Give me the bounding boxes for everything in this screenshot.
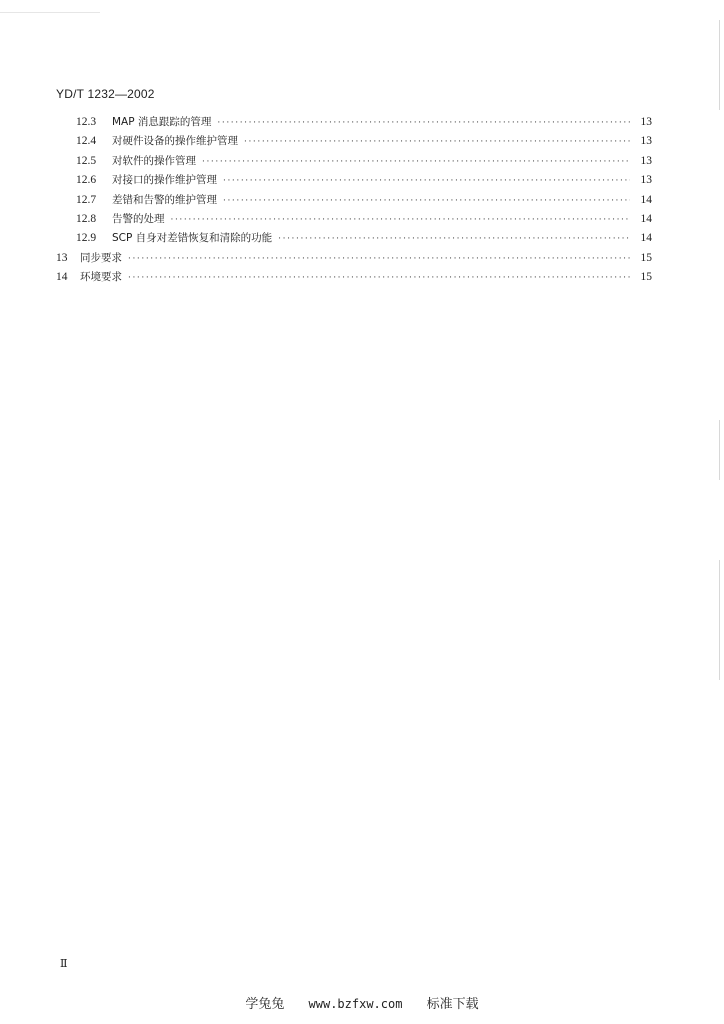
toc-entry-number: 13 — [56, 251, 68, 264]
toc-leader-dots — [244, 133, 630, 152]
page-number: Ⅱ — [60, 958, 68, 970]
table-of-contents — [56, 113, 652, 288]
toc-entry-title: 差错和告警的维护管理 — [112, 193, 217, 206]
toc-entry[interactable] — [56, 171, 652, 190]
toc-entry-page: 13 — [640, 174, 652, 187]
watermark-site-name: 学兔兔 — [245, 997, 285, 1012]
toc-entry[interactable] — [56, 191, 652, 210]
toc-leader-dots — [128, 250, 630, 269]
watermark-slogan: 标准下载 — [426, 997, 479, 1012]
toc-entry-page: 14 — [640, 232, 652, 245]
toc-leader-dots — [171, 211, 631, 230]
toc-entry-page: 14 — [640, 212, 652, 225]
toc-entry-title: SCP 自身对差错恢复和清除的功能 — [112, 232, 273, 245]
toc-entry-title: 同步要求 — [80, 251, 122, 264]
toc-entry-title: MAP 消息跟踪的管理 — [112, 116, 212, 128]
toc-entry-number: 12.4 — [76, 135, 97, 148]
toc-leader-dots — [223, 192, 630, 211]
toc-entry-number: 12.9 — [76, 232, 97, 245]
toc-entry-title: 告警的处理 — [112, 212, 165, 225]
toc-entry[interactable] — [56, 210, 652, 229]
footer-watermark — [0, 993, 724, 1012]
standard-code-header: YD/T 1232—2002 — [56, 87, 155, 101]
toc-entry-title: 对软件的操作管理 — [112, 154, 196, 167]
scan-edge-mark — [719, 20, 720, 110]
toc-entry-number: 12.6 — [76, 174, 97, 187]
toc-entry-title: 对硬件设备的操作维护管理 — [112, 135, 238, 148]
top-scan-line — [0, 12, 100, 13]
toc-entry[interactable] — [56, 268, 652, 287]
toc-entry[interactable] — [56, 249, 652, 268]
toc-leader-dots — [202, 153, 630, 172]
toc-entry-title: 对接口的操作维护管理 — [112, 174, 217, 187]
scan-edge-mark — [719, 420, 720, 480]
toc-entry-number: 12.8 — [76, 212, 97, 225]
toc-entry-title: 环境要求 — [80, 271, 122, 284]
toc-entry-page: 14 — [640, 193, 652, 206]
toc-entry-page: 13 — [640, 154, 652, 167]
toc-entry[interactable] — [56, 229, 652, 248]
toc-entry-number: 12.7 — [76, 193, 97, 206]
toc-leader-dots — [278, 230, 630, 249]
toc-entry[interactable] — [56, 132, 652, 151]
toc-entry-page: 15 — [640, 271, 652, 284]
toc-leader-dots — [217, 114, 630, 133]
toc-entry-number: 12.5 — [76, 154, 97, 167]
watermark-site-url[interactable]: www.bzfxw.com — [308, 997, 403, 1011]
scan-edge-mark — [719, 560, 720, 680]
toc-entry[interactable] — [56, 152, 652, 171]
toc-entry-number: 12.3 — [76, 116, 97, 128]
toc-entry-page: 13 — [640, 135, 652, 148]
toc-leader-dots — [223, 172, 630, 191]
toc-entry-page: 13 — [640, 116, 652, 128]
toc-leader-dots — [128, 269, 630, 288]
toc-entry-page: 15 — [640, 251, 652, 264]
toc-entry[interactable] — [56, 113, 652, 132]
toc-entry-number: 14 — [56, 271, 68, 284]
